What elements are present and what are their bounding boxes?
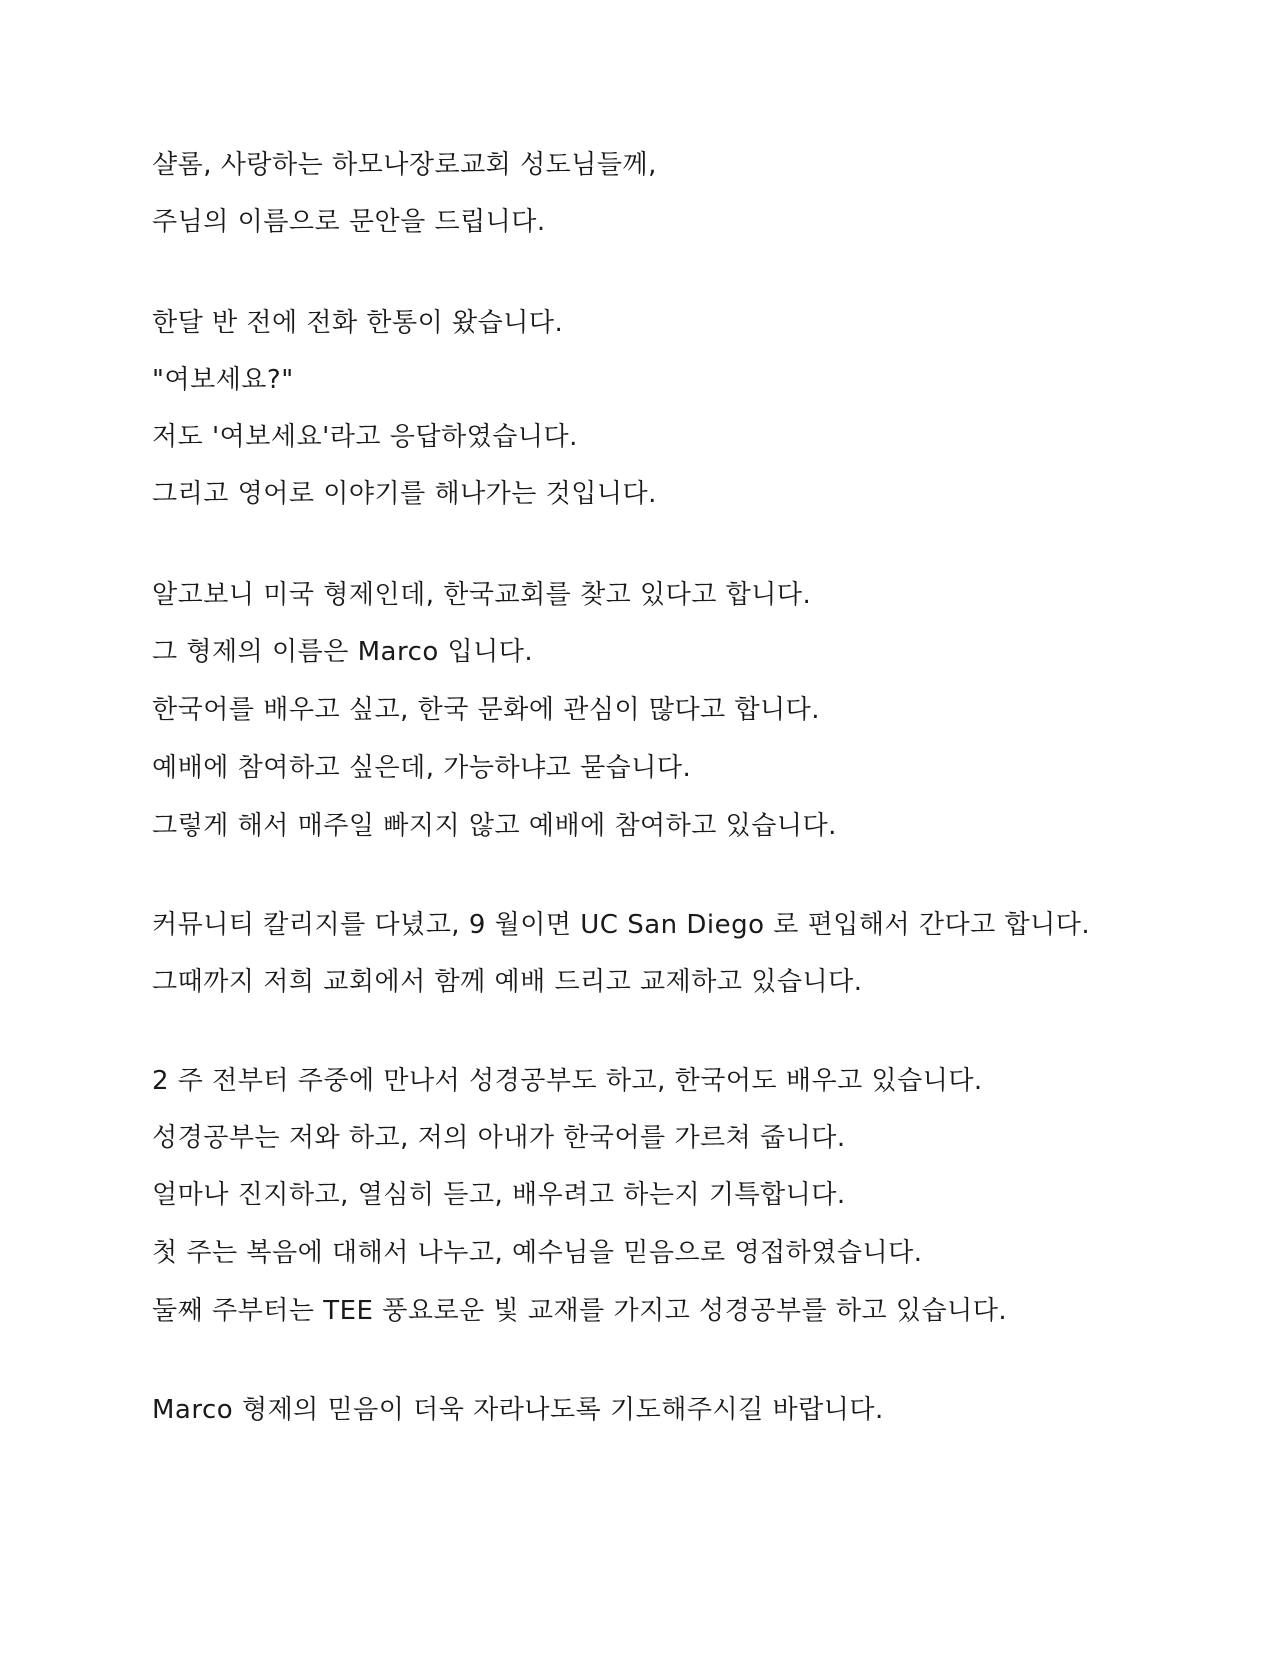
text-line: 한국어를 배우고 싶고, 한국 문화에 관심이 많다고 합니다.: [152, 695, 821, 725]
text-line: 첫 주는 복음에 대해서 나누고, 예수님을 믿음으로 영접하였습니다.: [152, 1238, 923, 1268]
text-line: 그렇게 해서 매주일 빠지지 않고 예배에 참여하고 있습니다.: [152, 811, 837, 841]
text-line: 한달 반 전에 전화 한통이 왔습니다.: [152, 308, 564, 338]
text-line: "여보세요?": [152, 365, 294, 395]
text-line: 그리고 영어로 이야기를 해나가는 것입니다.: [152, 479, 657, 509]
text-line: 2 주 전부터 주중에 만나서 성경공부도 하고, 한국어도 배우고 있습니다.: [152, 1066, 983, 1096]
text-line: 성경공부는 저와 하고, 저의 아내가 한국어를 가르쳐 줍니다.: [152, 1123, 846, 1153]
text-line: 둘째 주부터는 TEE 풍요로운 빛 교재를 가지고 성경공부를 하고 있습니다.: [152, 1296, 1008, 1326]
text-line: 커뮤니티 칼리지를 다녔고, 9 월이면 UC San Diego 로 편입해서 간다고 합니다.: [152, 910, 1091, 940]
text-line: 주님의 이름으로 문안을 드립니다.: [152, 207, 546, 237]
text-line: 저도 '여보세요'라고 응답하였습니다.: [152, 422, 578, 452]
text-line: 예배에 참여하고 싶은데, 가능하냐고 묻습니다.: [152, 753, 692, 783]
greeting-line: 샬롬, 사랑하는 하모나장로교회 성도님들께,: [152, 150, 657, 180]
closing-line: Marco 형제의 믿음이 더욱 자라나도록 기도해주시길 바랍니다.: [152, 1395, 884, 1425]
text-line: 그 형제의 이름은 Marco 입니다.: [152, 637, 534, 667]
text-line: 알고보니 미국 형제인데, 한국교회를 찾고 있다고 합니다.: [152, 580, 812, 610]
text-line: 그때까지 저희 교회에서 함께 예배 드리고 교제하고 있습니다.: [152, 967, 863, 997]
text-line: 얼마나 진지하고, 열심히 듣고, 배우려고 하는지 기특합니다.: [152, 1180, 846, 1210]
